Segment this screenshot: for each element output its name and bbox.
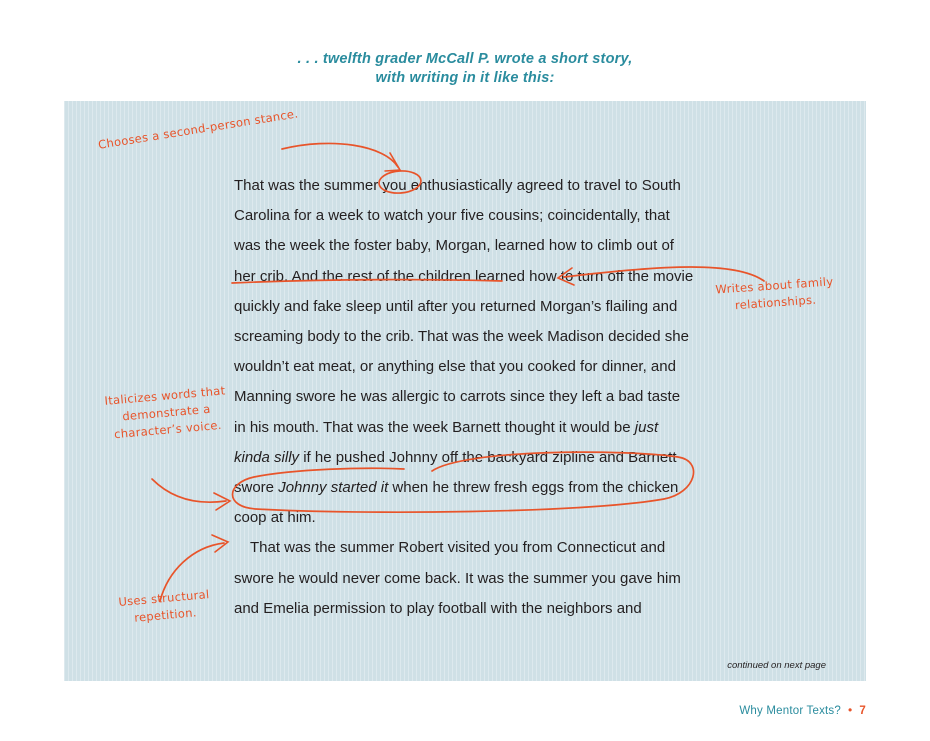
story-para1-part-c: when he threw fresh eggs from the chicken coop at him. <box>234 479 679 527</box>
story-para1-italic-2: Johnny started it <box>278 479 389 497</box>
story-paragraph-1 <box>234 171 694 533</box>
intro-line-2: with writing in it like this: <box>375 70 555 86</box>
intro-line-1: . . . twelfth grader McCall P. wrote a short story, <box>297 51 633 67</box>
annotation-structural-repetition: Uses structural repetition. <box>117 587 211 625</box>
page-footer <box>739 703 866 717</box>
arrow-head-1 <box>385 153 400 171</box>
footer-separator: • <box>847 703 853 717</box>
intro-heading <box>0 50 930 88</box>
story-paragraph-2: That was the summer Robert visited you from Connecticut and swore he would never come back. It was the summer you gave him and Emelia permission to play football with the neighbors and <box>234 539 681 617</box>
annotation-second-person: Chooses a second-person stance. <box>97 106 300 152</box>
excerpt-panel <box>64 101 866 681</box>
annotation-italicized-words: Italicizes words that demonstrate a character’s voice. <box>103 383 226 442</box>
arrow-head-3 <box>214 493 230 510</box>
annotation-family-relationships: Writes about family relationships. <box>715 274 834 313</box>
story-para1-italic-1: just kinda silly <box>234 418 659 466</box>
continued-note: continued on next page <box>727 660 826 671</box>
story-para1-part-a: That was the summer you enthusiastically agreed to travel to South Carolina for a week to watch your five cousins; coincidentally, that was the week the foster baby, Morgan, learned how to climb out of her crib. And the rest of the children learned how to turn off the movie quickly and fake sleep until after you returned Morgan’s flailing and screaming body to the crib. That was the week Madison decided she wouldn’t eat meat, or anything else that you cooked for dinner, and Manning swore he was allergic to carrots since they left a bad taste in his mouth. That was the week Barnett thought it would be <box>234 177 694 436</box>
page-number: 7 <box>859 705 866 717</box>
arrow-head-4 <box>212 535 228 552</box>
arrow-mark-1 <box>282 143 398 167</box>
footer-title: Why Mentor Texts? <box>739 705 841 717</box>
story-text <box>234 171 694 624</box>
story-para1-part-b: if he pushed Johnny off the backyard zipline and Barnett swore <box>234 448 677 497</box>
arrow-mark-3 <box>152 479 226 502</box>
